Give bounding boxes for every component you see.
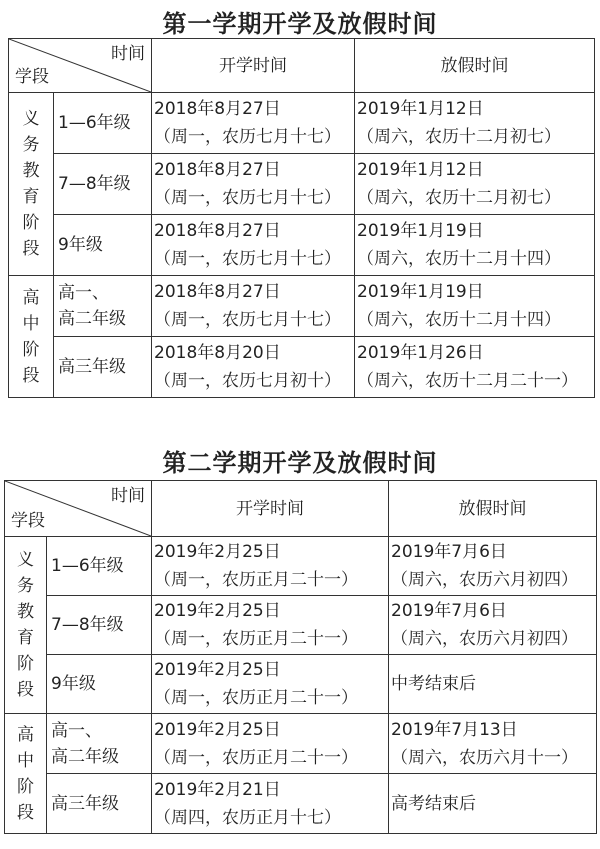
grade-label: 高三年级 [47, 774, 152, 834]
grade-label [47, 714, 152, 774]
end-date: 2019年1月12日 [357, 160, 484, 180]
header-end-time: 放假时间 [389, 481, 597, 537]
grade-label: 9年级 [47, 655, 152, 714]
diagonal-header-cell [5, 481, 152, 537]
table-row [9, 337, 595, 398]
header-stage-label: 学段 [11, 511, 45, 531]
start-date: 2018年8月27日 [154, 282, 281, 302]
end-date-cell [355, 93, 595, 154]
group-compulsory-education [9, 93, 54, 276]
table-row [9, 154, 595, 215]
end-lunar: （周六，农历十二月二十一） [357, 371, 578, 391]
start-date: 2019年2月25日 [154, 719, 281, 740]
table-row [5, 655, 597, 714]
start-date: 2018年8月27日 [154, 160, 281, 180]
end-date: 2019年7月6日 [391, 601, 507, 621]
group-char: 阶 [17, 776, 34, 797]
end-date-cell [389, 537, 597, 596]
start-date: 2019年2月21日 [154, 779, 281, 800]
start-lunar: （周一，农历正月二十一） [154, 570, 358, 590]
grade-label: 9年级 [54, 215, 152, 276]
end-date: 2019年7月13日 [391, 719, 518, 740]
start-date: 2018年8月27日 [154, 99, 281, 119]
group-char: 阶 [22, 213, 40, 233]
end-lunar: （周六，农历十二月十四） [357, 310, 561, 330]
group-char: 务 [22, 135, 40, 155]
grade-label: 7—8年级 [47, 596, 152, 655]
end-date: 2019年7月6日 [391, 542, 507, 562]
group-char: 育 [22, 187, 40, 207]
end-lunar: （周六，农历六月初四） [391, 629, 578, 649]
start-lunar: （周一，农历七月十七） [154, 188, 341, 208]
end-date: 2019年1月26日 [357, 343, 484, 363]
start-lunar: （周一，农历七月十七） [154, 249, 341, 269]
semester2-title: 第二学期开学及放假时间 [162, 449, 438, 477]
start-date-cell [152, 714, 389, 774]
grade-label [54, 276, 152, 337]
end-date: 2019年1月12日 [357, 99, 484, 119]
table-row [5, 714, 597, 774]
group-char: 中 [17, 750, 34, 771]
table-row [5, 774, 597, 834]
end-lunar: （周六，农历六月初四） [391, 570, 578, 590]
end-date-cell [389, 714, 597, 774]
group-char: 教 [22, 161, 40, 181]
grade-label: 7—8年级 [54, 154, 152, 215]
end-lunar: （周六，农历十二月初七） [357, 188, 561, 208]
group-char: 务 [17, 576, 34, 596]
end-date-cell [355, 276, 595, 337]
start-date-cell [152, 276, 355, 337]
end-date-cell: 中考结束后 [389, 655, 597, 714]
end-date-cell [355, 154, 595, 215]
start-lunar: （周一，农历七月十七） [154, 310, 341, 330]
start-date-cell [152, 537, 389, 596]
group-char: 阶 [22, 339, 40, 360]
group-char: 段 [22, 365, 40, 386]
start-date-cell [152, 655, 389, 714]
start-lunar: （周一，农历正月二十一） [154, 629, 358, 649]
start-date-cell [152, 93, 355, 154]
table-header-row [5, 481, 597, 537]
group-char: 段 [17, 680, 34, 700]
grade-line: 高一、 [58, 283, 109, 303]
header-time-label: 时间 [111, 44, 145, 64]
start-date: 2019年2月25日 [154, 542, 281, 562]
start-date: 2018年8月27日 [154, 221, 281, 241]
grade-line: 高二年级 [58, 309, 126, 329]
grade-label: 1—6年级 [47, 537, 152, 596]
table-row [9, 215, 595, 276]
grade-line: 高一、 [51, 720, 102, 741]
table-row [5, 596, 597, 655]
end-date-cell: 高考结束后 [389, 774, 597, 834]
start-lunar: （周一，农历正月二十一） [154, 747, 358, 768]
semester1-table [8, 38, 595, 398]
group-char: 义 [17, 550, 34, 570]
end-date-cell [355, 337, 595, 398]
start-date-cell [152, 596, 389, 655]
start-lunar: （周一，农历七月十七） [154, 127, 341, 147]
group-high-school [9, 276, 54, 398]
start-date: 2019年2月25日 [154, 601, 281, 621]
end-lunar: （周六，农历六月十一） [391, 747, 578, 768]
table-row [5, 537, 597, 596]
diagonal-header-cell [9, 39, 152, 93]
start-lunar: （周四，农历正月十七） [154, 807, 341, 828]
group-char: 高 [17, 724, 34, 745]
group-char: 高 [22, 287, 40, 308]
end-lunar: （周六，农历十二月十四） [357, 249, 561, 269]
start-lunar: （周一，农历七月初十） [154, 371, 341, 391]
start-date: 2018年8月20日 [154, 343, 281, 363]
header-time-label: 时间 [111, 486, 145, 506]
semester1-title: 第一学期开学及放假时间 [162, 10, 438, 38]
start-lunar: （周一，农历正月二十一） [154, 688, 358, 708]
end-date: 2019年1月19日 [357, 282, 484, 302]
start-date-cell [152, 774, 389, 834]
group-char: 阶 [17, 654, 34, 674]
start-date-cell [152, 154, 355, 215]
semester2-table [4, 480, 597, 834]
group-char: 中 [22, 313, 40, 334]
group-compulsory-education [5, 537, 47, 714]
header-stage-label: 学段 [15, 67, 49, 87]
end-date: 2019年1月19日 [357, 221, 484, 241]
header-start-time: 开学时间 [152, 481, 389, 537]
group-char: 段 [17, 802, 34, 823]
table-header-row [9, 39, 595, 93]
table-row [9, 93, 595, 154]
group-char: 段 [22, 239, 40, 259]
end-date-cell [355, 215, 595, 276]
table-row [9, 276, 595, 337]
end-lunar: （周六，农历十二月初七） [357, 127, 561, 147]
grade-line: 高二年级 [51, 746, 119, 767]
start-date: 2019年2月25日 [154, 660, 281, 680]
header-end-time: 放假时间 [355, 39, 595, 93]
group-char: 育 [17, 628, 34, 648]
group-high-school [5, 714, 47, 834]
start-date-cell [152, 215, 355, 276]
grade-label: 高三年级 [54, 337, 152, 398]
start-date-cell [152, 337, 355, 398]
group-char: 义 [22, 109, 40, 129]
end-date-cell [389, 596, 597, 655]
grade-label: 1—6年级 [54, 93, 152, 154]
group-char: 教 [17, 602, 34, 622]
header-start-time: 开学时间 [152, 39, 355, 93]
